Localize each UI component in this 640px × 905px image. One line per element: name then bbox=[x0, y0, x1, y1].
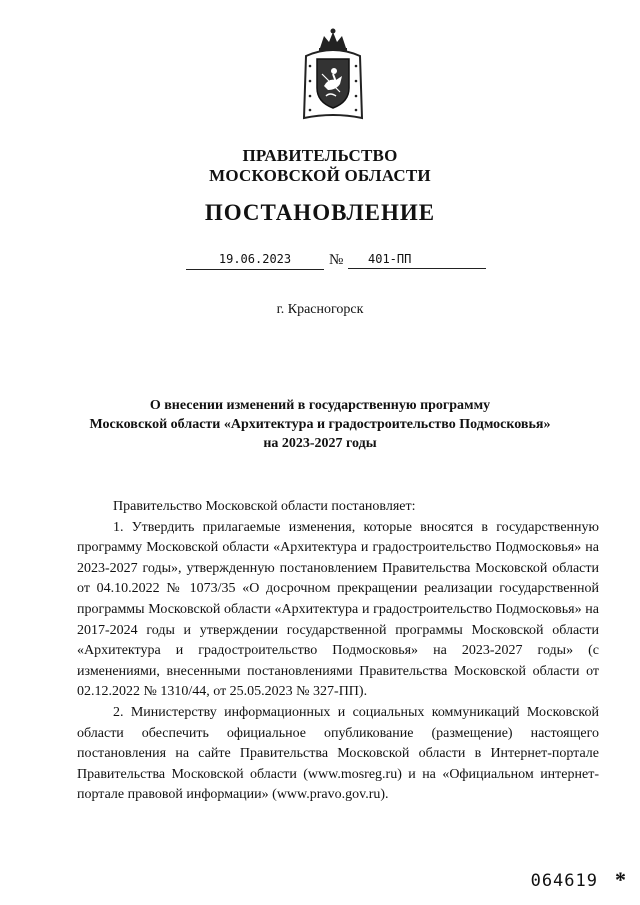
star-mark: * bbox=[615, 867, 626, 892]
date-number-row bbox=[0, 252, 640, 272]
item-2: 2. Министерству информационных и социальных коммуникаций Московской области обеспечить официальное опубликование (размещение) настоящего постановления на сайте Правительства Московской области в Интернет-портале Правительства Московской области (www.mosreg.ru) и на «Официальном интернет-портале правовой информации» (www.pravo.gov.ru). bbox=[77, 704, 599, 803]
number-sign: № bbox=[329, 252, 344, 268]
moscow-oblast-coat-of-arms-icon bbox=[300, 26, 366, 122]
number-field: 401-ПП bbox=[348, 252, 486, 269]
government-name bbox=[0, 146, 640, 186]
government-line-1: ПРАВИТЕЛЬСТВО bbox=[242, 146, 398, 165]
document-type: ПОСТАНОВЛЕНИЕ bbox=[204, 200, 436, 225]
government-line-2: МОСКОВСКОЙ ОБЛАСТИ bbox=[209, 166, 431, 185]
item-1: 1. Утвердить прилагаемые изменения, которые вносятся в государственную программу Московской области «Архитектура и градостроительство Подмосковья» на 2023-2027 годы», утвержденную постановлением Правительства Московской области от 04.10.2022 № 1073/35 «О досрочном прекращении реализации государственной программы Московской области «Архитектура и градостроительство Подмосковья» на 2017-2024 годы и утверждении государственной программы Московской области «Архитектура и градостроительство Подмосковья» на 2023-2027 годы» (с изменениями, внесенными постановлениями Правительства Московской области от 02.12.2022 № 1310/44, от 25.05.2023 № 327-ПП). bbox=[77, 519, 599, 700]
document-title bbox=[0, 396, 640, 453]
title-line-2: Московской области «Архитектура и градостроительство Подмосковья» bbox=[89, 417, 551, 432]
city: г. Красногорск bbox=[276, 302, 364, 317]
document-body bbox=[77, 497, 599, 806]
serial-number: 064619 bbox=[530, 871, 598, 891]
title-line-1: О внесении изменений в государственную программу bbox=[149, 398, 491, 413]
title-line-3: на 2023-2027 годы bbox=[263, 436, 377, 451]
preamble: Правительство Московской области постановляет: bbox=[113, 499, 416, 514]
date-field: 19.06.2023 bbox=[186, 252, 324, 270]
